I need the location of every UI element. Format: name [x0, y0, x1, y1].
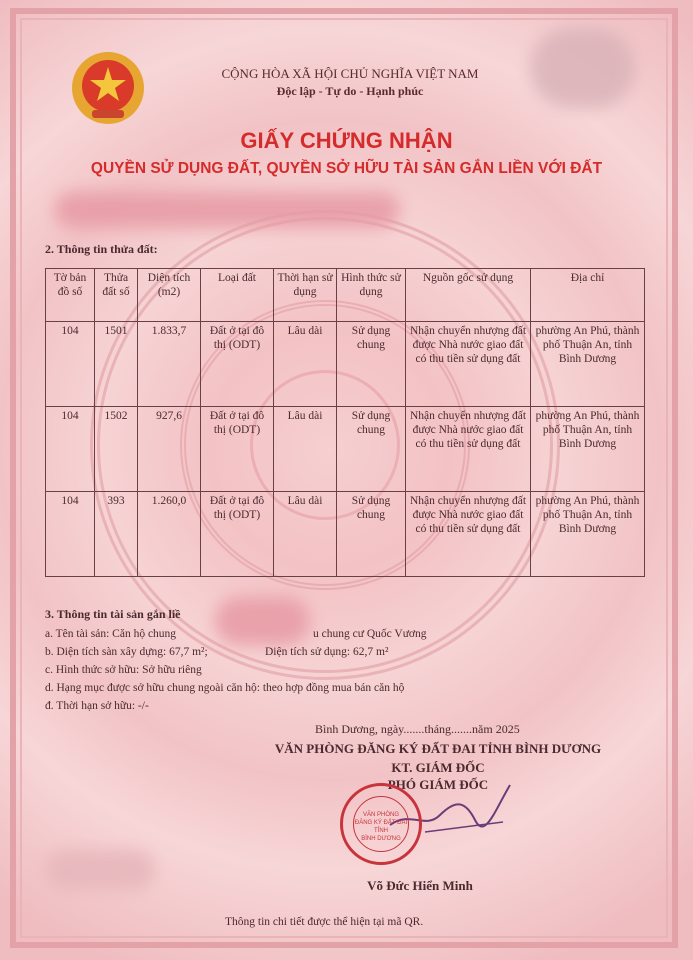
col-usage-form: Hình thức sử dụng [337, 269, 406, 322]
cell-origin: Nhận chuyển nhượng đất được Nhà nước giao đất có thu tiền sử dụng đất [406, 407, 531, 492]
cell-term: Lâu dài [274, 322, 337, 407]
certificate-title: GIẤY CHỨNG NHẬN [240, 128, 453, 153]
cell-usage-form: Sử dụng chung [337, 407, 406, 492]
col-area: Diện tích (m2) [138, 269, 201, 322]
table-header-row [46, 269, 645, 322]
seal-line-2: ĐĂNG KÝ ĐẤT ĐAI [354, 820, 408, 826]
cell-origin: Nhận chuyển nhượng đất được Nhà nước giao đất có thu tiền sử dụng đất [406, 322, 531, 407]
cell-area: 927,6 [138, 407, 201, 492]
cell-parcel-no: 1501 [95, 322, 138, 407]
ownership-form: c. Hình thức sở hữu: Sở hữu riêng [45, 664, 202, 676]
cell-area: 1.833,7 [138, 322, 201, 407]
country-name: CỘNG HÒA XÃ HỘI CHỦ NGHĨA VIỆT NAM [221, 66, 479, 81]
redacted-bottom-left-blur [45, 850, 155, 890]
cell-address: phường An Phú, thành phố Thuận An, tỉnh Bình Dương [531, 407, 645, 492]
deputy-director: PHÓ GIÁM ĐỐC [387, 777, 489, 792]
director-on-behalf: KT. GIÁM ĐỐC [391, 760, 485, 775]
cell-parcel-no: 393 [95, 492, 138, 577]
floor-area: b. Diện tích sàn xây dựng: 67,7 m²; [45, 646, 208, 658]
table-row [46, 322, 645, 407]
cell-address: phường An Phú, thành phố Thuận An, tỉnh Bình Dương [531, 322, 645, 407]
asset-name-suffix: u chung cư Quốc Vương [313, 628, 427, 640]
col-parcel-no: Thửa đất số [95, 269, 138, 322]
section2-heading: 2. Thông tin thửa đất: [45, 242, 158, 256]
seal-line-3: TỈNH [374, 828, 388, 834]
national-motto: Độc lập - Tự do - Hạnh phúc [276, 84, 424, 98]
national-emblem-icon [70, 50, 146, 126]
shared-items: d. Hạng mục được sở hữu chung ngoài căn hộ: theo hợp đồng mua bán căn hộ [45, 682, 405, 694]
cell-land-type: Đất ở tại đô thị (ODT) [201, 492, 274, 577]
table-row [46, 407, 645, 492]
col-land-type: Loại đất [201, 269, 274, 322]
cell-parcel-no: 1502 [95, 407, 138, 492]
ownership-term: đ. Thời hạn sở hữu: -/- [45, 700, 149, 712]
qr-note: Thông tin chi tiết được thể hiện tại mã QR. [225, 916, 424, 928]
land-parcel-table [45, 268, 645, 577]
cell-term: Lâu dài [274, 492, 337, 577]
col-origin: Nguồn gốc sử dụng [406, 269, 531, 322]
certificate-subtitle: QUYỀN SỬ DỤNG ĐẤT, QUYỀN SỞ HỮU TÀI SẢN GẮN LIỀN VỚI ĐẤT [90, 160, 603, 177]
redacted-asset-blur [215, 597, 310, 645]
cell-origin: Nhận chuyển nhượng đất được Nhà nước giao đất có thu tiền sử dụng đất [406, 492, 531, 577]
seal-line-4: BÌNH DƯƠNG [361, 836, 401, 842]
place-and-date: Bình Dương, ngày.......tháng.......năm 2025 [315, 722, 520, 736]
usable-area: Diện tích sử dụng: 62,7 m² [265, 646, 389, 658]
cell-map-sheet: 104 [46, 322, 95, 407]
col-map-sheet: Tờ bản đồ số [46, 269, 95, 322]
redacted-owner-blur [55, 192, 400, 228]
signer-name: Võ Đức Hiển Minh [367, 878, 473, 893]
table-row [46, 492, 645, 577]
official-seal-stamp [340, 783, 422, 865]
issuing-office: VĂN PHÒNG ĐĂNG KÝ ĐẤT ĐAI TỈNH BÌNH DƯƠNG [274, 741, 602, 756]
col-address: Địa chỉ [531, 269, 645, 322]
cell-term: Lâu dài [274, 407, 337, 492]
seal-line-1: VĂN PHÒNG [362, 812, 399, 818]
cell-land-type: Đất ở tại đô thị (ODT) [201, 322, 274, 407]
cell-usage-form: Sử dụng chung [337, 492, 406, 577]
asset-name-prefix: a. Tên tài sản: Căn hộ chung [45, 628, 177, 640]
cell-usage-form: Sử dụng chung [337, 322, 406, 407]
cell-map-sheet: 104 [46, 407, 95, 492]
cell-land-type: Đất ở tại đô thị (ODT) [201, 407, 274, 492]
section3-heading: 3. Thông tin tài sản gắn liề [45, 607, 181, 621]
col-term: Thời hạn sử dụng [274, 269, 337, 322]
seal-inner-ring [353, 796, 409, 852]
cell-map-sheet: 104 [46, 492, 95, 577]
cell-area: 1.260,0 [138, 492, 201, 577]
cell-address: phường An Phú, thành phố Thuận An, tỉnh Bình Dương [531, 492, 645, 577]
